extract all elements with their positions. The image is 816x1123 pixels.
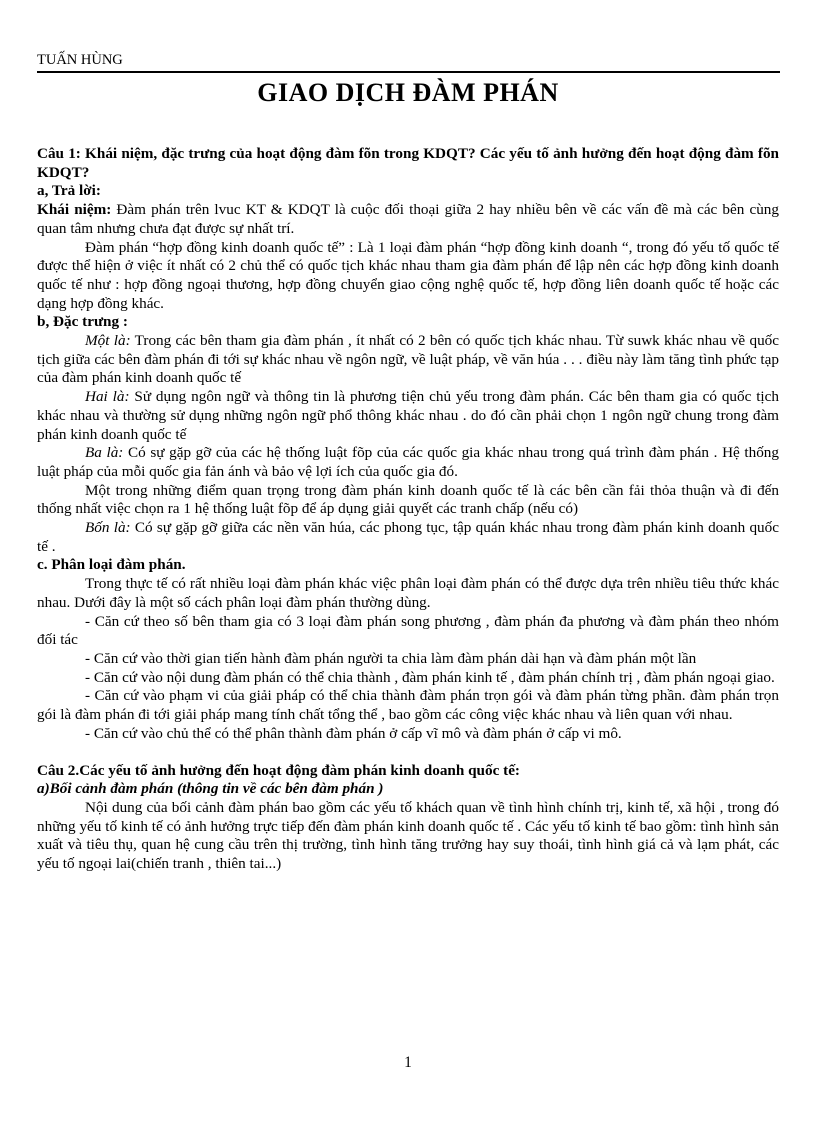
classification-intro: Trong thực tế có rất nhiều loại đàm phán khác việc phân loại đàm phán có thể được dựa trên nhiều tiêu thức khác nhau. Dưới đây là một số cách phân loại đàm phán thường dùng. xyxy=(37,575,779,611)
page-title: GIAO DỊCH ĐÀM PHÁN xyxy=(257,78,559,107)
feature-3 xyxy=(37,444,779,481)
document-body xyxy=(37,145,779,874)
concept-text: Đàm phán trên lvuc KT & KDQT là cuộc đối thoại giữa 2 hay nhiều bên về các vấn đề mà các bên cùng quan tâm nhưng chưa đạt được sự nhất trí. xyxy=(37,201,779,237)
feature-2-label: Hai là: xyxy=(85,388,130,406)
feature-1-text: Trong các bên tham gia đàm phán , ít nhất có 2 bên có quốc tịch khác nhau. Từ suwk khác nhau về quốc tịch giữa các bên đàm phán đi tới sự khác nhau về ngôn ngữ, về luật pháp, về văn húa . . . điều này làm tăng tình phức tạp của đàm phán kinh doanh quốc tế xyxy=(37,332,779,387)
header-author: TUẤN HÙNG xyxy=(37,52,123,68)
header-rule xyxy=(37,71,780,73)
classification-item: - Căn cứ vào nội dung đàm phán có thể chia thành , đàm phán kinh tế , đàm phán chính trị , đàm phán ngoại giao. xyxy=(85,668,775,686)
question-1-heading: Câu 1: Khái niệm, đặc trưng của hoạt động đàm fõn trong KDQT? Các yếu tố ảnh hưởng đến hoạt động đàm fõn KDQT? xyxy=(37,145,779,181)
feature-3-continued: Một trong những điểm quan trọng trong đàm phán kinh doanh quốc tế là các bên cần fải thỏa thuận và đi đến thống nhất việc chọn ra 1 hệ thống luật fõp để áp dụng giải quyết các tranh chấp (nếu có) xyxy=(37,481,779,518)
answer-label: a, Trả lời: xyxy=(37,182,101,200)
classification-item: - Căn cứ vào chủ thể có thể phân thành đàm phán ở cấp vĩ mô và đàm phán ở cấp vi mô. xyxy=(85,724,622,742)
context-paragraph: Nội dung của bối cảnh đàm phán bao gồm các yếu tố khách quan về tình hình chính trị, kinh tế, xã hội , trong đó những yếu tố kinh tế có ảnh hưởng trực tiếp đến đàm phán kinh doanh quốc tế . Các yếu tố kinh tế bao gồm: tình hình sản xuất và tiêu thụ, quan hệ cung cầu trên thị trường, tình hình tăng trưởng hay suy thoái, tình hình giá cả và lạm phát, các yếu tố ngoại lai(chiến tranh , thiên tai...) xyxy=(37,798,779,873)
contract-paragraph: Đàm phán “hợp đồng kinh doanh quốc tế” : Là 1 loại đàm phán “hợp đồng kinh doanh “, trong đó yếu tố quốc tế được thể hiện ở việc ít nhất có 2 chủ thể có quốc tịch khác nhau tham gia đàm phán để lập nên các hợp đồng kinh doanh quốc tế như : hợp đồng ngoại thương, hợp đồng chuyển giao cộng nghệ quốc tế, hợp đồng liên doanh quốc tế hoặc các dạng hợp đồng khác. xyxy=(37,238,779,312)
concept-paragraph xyxy=(37,201,779,238)
feature-1-label: Một là: xyxy=(85,332,131,350)
question-2-heading: Câu 2.Các yếu tố ảnh hưởng đến hoạt động đàm phán kinh doanh quốc tế: xyxy=(37,761,520,779)
feature-3-text: Có sự gặp gỡ của các hệ thống luật fõp của các quốc gia khác nhau trong quá trình đàm phán . Hệ thống luật pháp của mỗi quốc gia fản ánh và bảo vệ lợi ích của quốc gia đó. xyxy=(37,444,779,480)
classification-item: - Căn cứ vào phạm vi của giải pháp có thể chia thành đàm phán trọn gói và đàm phán từng phần. đàm phán trọn gói là đàm phán đi tới giải pháp mang tính chất tổng thể , bao gồm các công việc khác nhau và liên quan với nhau. xyxy=(37,687,779,724)
section-gap xyxy=(37,744,779,762)
feature-1 xyxy=(37,332,779,388)
feature-4-label: Bốn là: xyxy=(85,519,131,537)
question-2-subheading: a)Bối cảnh đàm phán (thông tin về các bên đàm phán ) xyxy=(37,780,384,798)
page-number: 1 xyxy=(404,1054,412,1071)
feature-4 xyxy=(37,519,779,556)
classification-item: - Căn cứ vào thời gian tiến hành đàm phán người ta chia làm đàm phán dài hạn và đàm phán một lần xyxy=(85,649,697,667)
classification-item: - Căn cứ theo số bên tham gia có 3 loại đàm phán song phương , đàm phán đa phương và đàm phán theo nhóm đối tác xyxy=(37,612,779,649)
feature-2 xyxy=(37,388,779,444)
classification-label: c. Phân loại đàm phán. xyxy=(37,556,186,574)
feature-2-text: Sử dụng ngôn ngữ và thông tin là phương tiện chủ yếu trong đàm phán. Các bên tham gia có quốc tịch khác nhau và thường sử dụng những ngôn ngữ phổ thông khác nhau . do đó cần phải chọn 1 ngôn ngữ chung trong đàm phán kinh doanh quốc tế xyxy=(37,388,779,443)
feature-3-label: Ba là: xyxy=(85,444,124,462)
concept-label: Khái niệm: xyxy=(37,201,112,219)
feature-4-text: Có sự gặp gỡ giữa các nền văn húa, các phong tục, tập quán khác nhau trong đàm phán kinh doanh quốc tế . xyxy=(37,519,779,555)
features-label: b, Đặc trưng : xyxy=(37,313,128,331)
